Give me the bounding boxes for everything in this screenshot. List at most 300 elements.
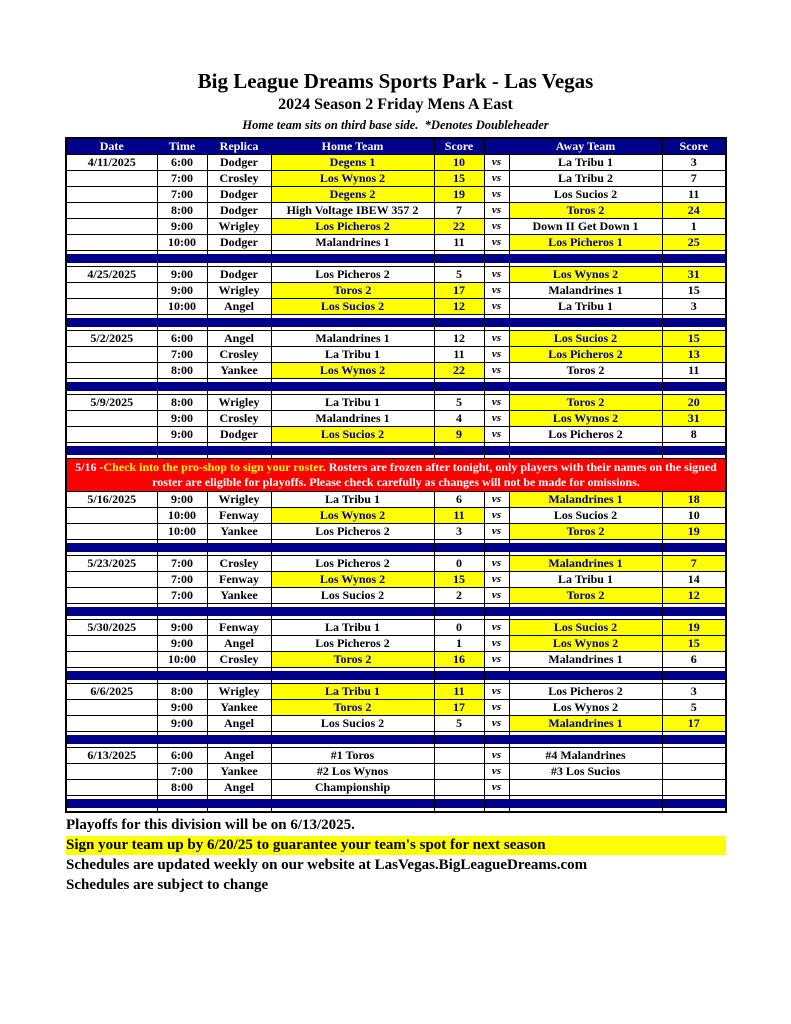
divider-bar [435,254,484,263]
time-cell: 9:00 [157,716,207,732]
divider-bar [663,318,726,327]
divider-bar [208,799,271,808]
time-cell: 9:00 [157,283,207,299]
away-team-cell: #4 Malandrines [509,748,662,764]
divider-bar [485,671,509,680]
divider-bar [208,382,271,391]
game-row [66,187,726,203]
divider-bar [663,735,726,744]
away-score-cell: 3 [662,299,726,315]
date-cell [66,508,157,524]
time-cell: 9:00 [157,219,207,235]
divider-cell [434,668,484,684]
divider-bar [485,543,509,552]
divider-cell [662,251,726,267]
away-score-cell: 5 [662,700,726,716]
away-team-cell: Toros 2 [509,395,662,411]
time-cell: 8:00 [157,684,207,700]
divider-cell [66,379,157,395]
divider-cell [434,604,484,620]
divider-cell [66,796,157,813]
home-team-cell: La Tribu 1 [271,620,434,636]
away-score-cell: 17 [662,716,726,732]
game-row [66,700,726,716]
divider-bar [663,671,726,680]
divider-cell [484,540,509,556]
divider-bar [510,254,662,263]
replica-cell: Fenway [207,620,271,636]
divider-cell [434,443,484,459]
away-team-cell: Los Wynos 2 [509,267,662,283]
vs-cell: vs [484,780,509,796]
divider-bar [158,799,207,808]
home-score-cell: 11 [434,235,484,251]
divider-bar [663,254,726,263]
divider-bar [435,799,484,808]
vs-cell: vs [484,748,509,764]
home-score-cell: 15 [434,572,484,588]
game-row [66,331,726,347]
divider-bar [272,799,434,808]
home-team-cell: Malandrines 1 [271,235,434,251]
divider-cell [207,732,271,748]
away-score-cell: 10 [662,508,726,524]
divider-cell [484,379,509,395]
date-cell [66,700,157,716]
divider-cell [662,379,726,395]
divider-cell [66,540,157,556]
divider-row [66,315,726,331]
date-cell [66,219,157,235]
notice-rest: . Rosters are frozen after tonight, only players with their names on the signed roster are eligible for playoffs. Please check carefully as changes will not be made for omissions. [152,460,717,489]
away-team-cell: La Tribu 1 [509,299,662,315]
vs-cell: vs [484,283,509,299]
home-team-cell: Los Picheros 2 [271,636,434,652]
home-score-cell [434,780,484,796]
divider-bar [663,382,726,391]
divider-cell [66,251,157,267]
vs-cell: vs [484,572,509,588]
home-team-cell: La Tribu 1 [271,684,434,700]
vs-cell: vs [484,700,509,716]
notice-prefix: 5/16 - [75,460,104,474]
divider-bar [208,607,271,616]
time-cell: 7:00 [157,187,207,203]
home-score-cell: 11 [434,347,484,363]
divider-bar [67,671,157,680]
vs-cell: vs [484,395,509,411]
game-row [66,684,726,700]
divider-bar [67,799,157,808]
divider-bar [158,446,207,455]
divider-cell [157,251,207,267]
game-row [66,716,726,732]
divider-cell [662,540,726,556]
divider-bar [158,735,207,744]
divider-cell [434,251,484,267]
date-cell: 4/11/2025 [66,155,157,171]
divider-bar [435,671,484,680]
divider-bar [67,318,157,327]
date-cell: 5/23/2025 [66,556,157,572]
divider-bar [158,318,207,327]
divider-cell [662,796,726,813]
away-score-cell: 20 [662,395,726,411]
vs-cell: vs [484,716,509,732]
replica-cell: Angel [207,748,271,764]
divider-bar [485,318,509,327]
game-row [66,267,726,283]
time-cell: 10:00 [157,508,207,524]
time-cell: 9:00 [157,411,207,427]
date-cell: 5/9/2025 [66,395,157,411]
time-cell: 7:00 [157,556,207,572]
vs-cell: vs [484,331,509,347]
divider-cell [484,796,509,813]
divider-bar [208,671,271,680]
time-cell: 10:00 [157,652,207,668]
home-team-cell: La Tribu 1 [271,492,434,508]
home-score-cell: 5 [434,716,484,732]
vs-cell: vs [484,347,509,363]
replica-cell: Dodger [207,427,271,443]
time-cell: 6:00 [157,748,207,764]
time-cell: 10:00 [157,524,207,540]
away-team-cell: La Tribu 1 [509,572,662,588]
replica-cell: Wrigley [207,283,271,299]
divider-bar [510,799,662,808]
home-team-cell: Los Picheros 2 [271,267,434,283]
game-row [66,155,726,171]
divider-cell [271,604,434,620]
divider-cell [66,315,157,331]
home-team-cell: #1 Toros [271,748,434,764]
divider-cell [157,668,207,684]
divider-cell [207,443,271,459]
divider-cell [434,540,484,556]
replica-cell: Angel [207,636,271,652]
divider-bar [510,318,662,327]
divider-cell [662,732,726,748]
time-cell: 8:00 [157,363,207,379]
home-team-cell: Championship [271,780,434,796]
divider-bar [435,446,484,455]
home-score-cell: 5 [434,267,484,283]
game-row [66,556,726,572]
vs-cell: vs [484,235,509,251]
divider-bar [67,607,157,616]
home-score-cell [434,748,484,764]
divider-bar [158,382,207,391]
divider-bar [158,543,207,552]
vs-cell: vs [484,219,509,235]
home-score-cell: 5 [434,395,484,411]
game-row [66,780,726,796]
date-cell [66,716,157,732]
home-score-cell: 0 [434,620,484,636]
away-team-cell: La Tribu 1 [509,155,662,171]
divider-bar [510,735,662,744]
date-cell [66,235,157,251]
game-row [66,283,726,299]
away-team-cell: La Tribu 2 [509,171,662,187]
divider-cell [207,251,271,267]
game-row [66,347,726,363]
away-score-cell: 6 [662,652,726,668]
divider-cell [157,379,207,395]
home-team-cell: Degens 2 [271,187,434,203]
divider-bar [663,799,726,808]
home-team-cell: Los Sucios 2 [271,716,434,732]
away-score-cell: 12 [662,588,726,604]
home-team-cell: Los Picheros 2 [271,219,434,235]
replica-cell: Crosley [207,652,271,668]
divider-bar [435,607,484,616]
time-cell: 6:00 [157,331,207,347]
date-cell: 6/6/2025 [66,684,157,700]
home-team-cell: Toros 2 [271,283,434,299]
divider-bar [485,254,509,263]
home-score-cell: 12 [434,299,484,315]
divider-cell [484,315,509,331]
replica-cell: Fenway [207,572,271,588]
away-team-cell: Los Picheros 2 [509,427,662,443]
replica-cell: Wrigley [207,684,271,700]
divider-bar [510,446,662,455]
home-team-cell: Los Wynos 2 [271,508,434,524]
replica-cell: Yankee [207,363,271,379]
divider-bar [272,254,434,263]
divider-cell [662,443,726,459]
divider-cell [509,604,662,620]
game-row [66,363,726,379]
divider-bar [272,446,434,455]
divider-row [66,732,726,748]
home-score-cell: 1 [434,636,484,652]
divider-cell [662,604,726,620]
away-score-cell: 7 [662,556,726,572]
divider-cell [484,604,509,620]
replica-cell: Crosley [207,171,271,187]
time-cell: 8:00 [157,203,207,219]
time-cell: 9:00 [157,427,207,443]
divider-cell [434,379,484,395]
away-team-cell [509,780,662,796]
date-cell [66,411,157,427]
divider-cell [157,732,207,748]
vs-cell: vs [484,588,509,604]
divider-cell [207,540,271,556]
divider-cell [484,732,509,748]
date-cell [66,780,157,796]
game-row [66,508,726,524]
time-cell: 9:00 [157,620,207,636]
away-team-cell: Los Sucios 2 [509,508,662,524]
time-cell: 8:00 [157,780,207,796]
home-score-cell: 16 [434,652,484,668]
date-cell [66,764,157,780]
replica-cell: Angel [207,299,271,315]
date-cell [66,299,157,315]
home-team-cell: Degens 1 [271,155,434,171]
away-team-header: Away Team [509,138,662,155]
divider-cell [157,604,207,620]
table-header-row [66,138,726,155]
divider-bar [67,446,157,455]
game-row [66,620,726,636]
away-score-cell: 15 [662,283,726,299]
home-team-cell: Los Wynos 2 [271,171,434,187]
divider-row [66,604,726,620]
divider-cell [509,732,662,748]
date-cell [66,187,157,203]
away-team-cell: Malandrines 1 [509,652,662,668]
game-row [66,427,726,443]
divider-bar [485,382,509,391]
away-team-cell: Los Wynos 2 [509,636,662,652]
replica-cell: Angel [207,716,271,732]
date-cell: 5/16/2025 [66,492,157,508]
page-title: Big League Dreams Sports Park - Las Vegas [197,69,594,93]
page-note: Home team sits on third base side. *Denotes Doubleheader [242,118,549,132]
vs-cell: vs [484,203,509,219]
vs-cell: vs [484,299,509,315]
home-team-cell: Malandrines 1 [271,331,434,347]
divider-bar [208,543,271,552]
divider-cell [484,668,509,684]
home-team-cell: Los Sucios 2 [271,299,434,315]
away-team-cell: #3 Los Sucios [509,764,662,780]
divider-cell [157,796,207,813]
notice-highlight: Check into the pro-shop to sign your roster [103,460,323,474]
divider-bar [272,607,434,616]
replica-cell: Fenway [207,508,271,524]
divider-bar [510,671,662,680]
replica-cell: Dodger [207,187,271,203]
divider-row [66,796,726,813]
home-team-cell: Toros 2 [271,700,434,716]
away-score-cell: 1 [662,219,726,235]
divider-bar [67,543,157,552]
divider-row [66,379,726,395]
divider-cell [271,540,434,556]
footer-subject-to-change-note: Schedules are subject to change [66,877,269,893]
replica-cell: Crosley [207,411,271,427]
divider-cell [271,443,434,459]
divider-cell [434,796,484,813]
vs-cell: vs [484,363,509,379]
vs-cell: vs [484,411,509,427]
replica-cell: Dodger [207,155,271,171]
away-score-cell: 15 [662,636,726,652]
date-cell [66,572,157,588]
footer-website-note: Schedules are updated weekly on our website at LasVegas.BigLeagueDreams.com [66,857,588,873]
vs-cell: vs [484,620,509,636]
divider-bar [208,318,271,327]
time-cell: 7:00 [157,588,207,604]
vs-cell: vs [484,492,509,508]
away-team-cell: Toros 2 [509,203,662,219]
away-score-cell: 13 [662,347,726,363]
game-row [66,652,726,668]
time-cell: 6:00 [157,155,207,171]
divider-bar [663,543,726,552]
home-score-cell [434,764,484,780]
divider-bar [208,735,271,744]
divider-bar [272,735,434,744]
date-cell [66,427,157,443]
home-score-cell: 22 [434,219,484,235]
divider-cell [207,315,271,331]
date-cell: 5/30/2025 [66,620,157,636]
game-row [66,764,726,780]
vs-cell: vs [484,187,509,203]
home-score-cell: 22 [434,363,484,379]
divider-cell [271,315,434,331]
home-score-cell: 0 [434,556,484,572]
vs-cell: vs [484,556,509,572]
divider-cell [66,604,157,620]
replica-cell: Wrigley [207,492,271,508]
divider-cell [484,443,509,459]
divider-cell [157,540,207,556]
away-score-cell [662,764,726,780]
divider-cell [509,379,662,395]
time-cell: 10:00 [157,299,207,315]
divider-bar [435,382,484,391]
divider-cell [271,668,434,684]
divider-bar [510,543,662,552]
date-cell: 6/13/2025 [66,748,157,764]
home-score-cell: 17 [434,283,484,299]
divider-row [66,540,726,556]
away-team-cell: Toros 2 [509,524,662,540]
away-team-cell: Malandrines 1 [509,283,662,299]
divider-cell [207,604,271,620]
divider-cell [509,443,662,459]
home-score-cell: 6 [434,492,484,508]
away-score-cell: 3 [662,684,726,700]
home-score-cell: 19 [434,187,484,203]
time-cell: 7:00 [157,171,207,187]
away-team-cell: Los Sucios 2 [509,187,662,203]
vs-cell: vs [484,427,509,443]
home-team-cell: High Voltage IBEW 357 2 [271,203,434,219]
date-cell: 5/2/2025 [66,331,157,347]
replica-cell: Angel [207,331,271,347]
roster-notice-row [66,459,726,492]
divider-cell [66,732,157,748]
home-team-cell: Toros 2 [271,652,434,668]
away-team-cell: Malandrines 1 [509,492,662,508]
divider-bar [510,382,662,391]
vs-cell: vs [484,636,509,652]
page-subtitle: 2024 Season 2 Friday Mens A East [278,96,513,113]
away-team-cell: Los Sucios 2 [509,331,662,347]
home-team-cell: Los Wynos 2 [271,363,434,379]
divider-cell [271,732,434,748]
game-row [66,588,726,604]
divider-cell [271,796,434,813]
date-cell [66,588,157,604]
away-team-cell: Los Picheros 2 [509,347,662,363]
away-score-cell: 19 [662,524,726,540]
divider-bar [67,254,157,263]
divider-cell [66,443,157,459]
divider-bar [485,446,509,455]
divider-cell [509,668,662,684]
home-score-cell: 2 [434,588,484,604]
